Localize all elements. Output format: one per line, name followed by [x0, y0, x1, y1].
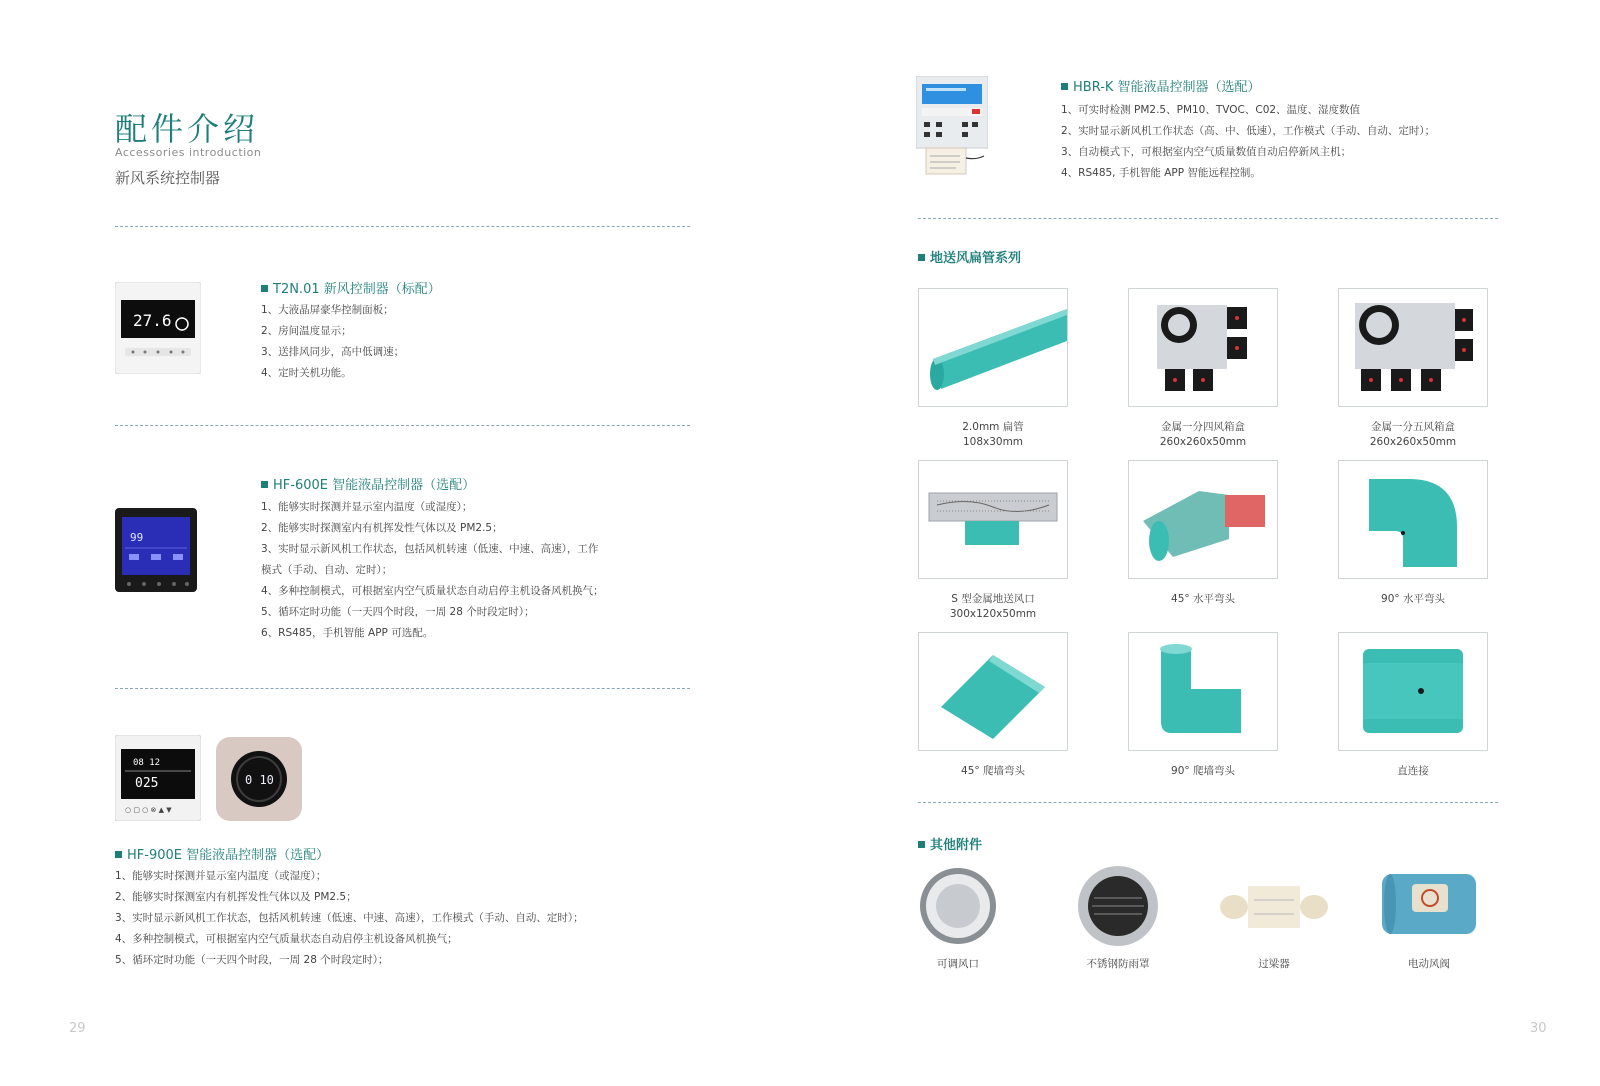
controller-screen-text: 025 — [135, 776, 159, 791]
hf600e-controller-image — [115, 508, 197, 592]
controller-screen-text: 0 10 — [245, 773, 274, 787]
list-item: 3、实时显示新风机工作状态，包括风机转速（低速、中速、高速），工作模式（手动、自动、定时）； — [115, 912, 584, 924]
electric-damper-image — [1382, 868, 1476, 940]
svg-text:○ ▢ ○ ⊗ ▲ ▼: ○ ▢ ○ ⊗ ▲ ▼ — [125, 806, 172, 814]
t2n-controller-image — [115, 282, 201, 374]
duct-caption: 直连接 — [1397, 765, 1429, 777]
hf600e-feature-list — [261, 497, 604, 644]
list-item: 2、能够实时探测室内有机挥发性气体以及 PM2.5； — [115, 891, 357, 903]
elbow-90-horizontal-image — [1338, 460, 1488, 579]
page-number-right: 30 — [1530, 1021, 1547, 1036]
hf900e-round-controller-image — [216, 737, 302, 821]
accessory-caption: 不锈钢防雨罩 — [1086, 958, 1150, 970]
list-item: 5、循环定时功能（一天四个时段，一周 28 个时段定时）； — [115, 954, 389, 966]
bullet-square-icon — [918, 841, 925, 848]
list-item: 3、自动模式下，可根据室内空气质量数值自动启停新风主机； — [1061, 146, 1352, 158]
t2n-feature-list — [261, 300, 404, 384]
other-accessories-title: 其他附件 — [918, 834, 982, 853]
list-item: 4、RS485, 手机智能 APP 智能远程控制。 — [1061, 167, 1261, 179]
elbow-45-wall-image — [918, 632, 1068, 751]
list-item: 6、RS485，手机智能 APP 可选配。 — [261, 627, 434, 639]
duct-caption: 45° 爬墙弯头 — [961, 765, 1025, 777]
section-title-t2n: T2N.01 新风控制器（标配） — [261, 278, 441, 297]
page-subtitle: 新风系统控制器 — [115, 169, 221, 187]
elbow-90-wall-image — [1128, 632, 1278, 751]
straight-connector-image — [1338, 632, 1488, 751]
list-item: 2、实时显示新风机工作状态（高、中、低速），工作模式（手动、自动、定时）； — [1061, 125, 1436, 137]
accessory-caption: 可调风口 — [937, 958, 979, 970]
list-item: 2、房间温度显示； — [261, 325, 352, 337]
list-item: 2、能够实时探测室内有机挥发性气体以及 PM2.5； — [261, 522, 503, 534]
list-item: 3、送排风同步，高中低调速； — [261, 346, 405, 358]
metal-box-4way-image — [1128, 288, 1278, 407]
divider — [918, 802, 1498, 803]
list-item: 1、大液晶屏豪华控制面板； — [261, 304, 394, 316]
list-item: 1、能够实时探测并显示室内温度（或湿度）； — [261, 501, 473, 513]
bullet-square-icon — [261, 481, 268, 488]
beam-crossing-image — [1218, 880, 1330, 934]
duct-caption: 2.0mm 扁管 108x30mm — [962, 421, 1024, 448]
hbrk-feature-list — [1061, 100, 1435, 184]
hf900e-feature-list — [115, 866, 584, 971]
list-item: 4、定时关机功能。 — [261, 367, 352, 379]
list-item: 4、多种控制模式，可根据室内空气质量状态自动启停主机设备风机换气； — [115, 933, 458, 945]
hbrk-controller-image — [916, 76, 988, 178]
controller-screen-text: 99 — [130, 531, 144, 544]
duct-caption: 金属一分四风箱盒 260x260x50mm — [1159, 421, 1247, 448]
divider — [115, 425, 690, 426]
bullet-square-icon — [918, 254, 925, 261]
list-item: 4、多种控制模式，可根据室内空气质量状态自动启停主机设备风机换气； — [261, 585, 604, 597]
bullet-square-icon — [261, 285, 268, 292]
accessory-caption: 电动风阀 — [1408, 958, 1450, 970]
elbow-45-horizontal-image — [1128, 460, 1278, 579]
list-item: 1、能够实时探测并显示室内温度（或湿度）； — [115, 870, 327, 882]
divider — [115, 226, 690, 227]
accessory-caption: 过梁器 — [1258, 958, 1290, 970]
s-type-floor-vent-image — [918, 460, 1068, 579]
page-title-english: Accessories introduction — [115, 146, 262, 159]
bullet-square-icon — [1061, 83, 1068, 90]
hf900e-controller-image — [115, 735, 201, 821]
duct-caption: 90° 爬墙弯头 — [1171, 765, 1235, 777]
duct-series-title: 地送风扁管系列 — [918, 247, 1021, 266]
svg-text:08 12: 08 12 — [133, 758, 161, 768]
duct-caption: 金属一分五风箱盒 260x260x50mm — [1369, 421, 1457, 448]
stainless-rain-cover-image — [1070, 864, 1166, 948]
list-item: 3、实时显示新风机工作状态，包括风机转速（低速、中速、高速），工作 — [261, 543, 599, 555]
list-item: 模式（手动、自动、定时）； — [261, 564, 393, 576]
duct-caption: 90° 水平弯头 — [1381, 593, 1445, 605]
list-item: 1、可实时检测 PM2.5、PM10、TVOC、C02、温度、湿度数值 — [1061, 104, 1361, 116]
section-title-hf900e: HF-900E 智能液晶控制器（选配） — [115, 844, 329, 863]
controller-screen-text: 27.6 — [133, 311, 172, 330]
page-number-left: 29 — [69, 1021, 86, 1036]
metal-box-5way-image — [1338, 288, 1488, 407]
section-title-hf600e: HF-600E 智能液晶控制器（选配） — [261, 474, 475, 493]
list-item: 5、循环定时功能（一天四个时段，一周 28 个时段定时）； — [261, 606, 535, 618]
bullet-square-icon — [115, 851, 122, 858]
divider — [115, 688, 690, 689]
duct-caption: S 型金属地送风口 300x120x50mm — [949, 593, 1037, 620]
duct-caption: 45° 水平弯头 — [1171, 593, 1235, 605]
page-title: 配件介绍 — [115, 110, 260, 148]
adjustable-vent-image — [918, 866, 998, 946]
section-title-hbrk: HBR-K 智能液晶控制器（选配） — [1061, 76, 1261, 95]
divider — [918, 218, 1498, 219]
duct-flat-pipe-image — [918, 288, 1068, 407]
